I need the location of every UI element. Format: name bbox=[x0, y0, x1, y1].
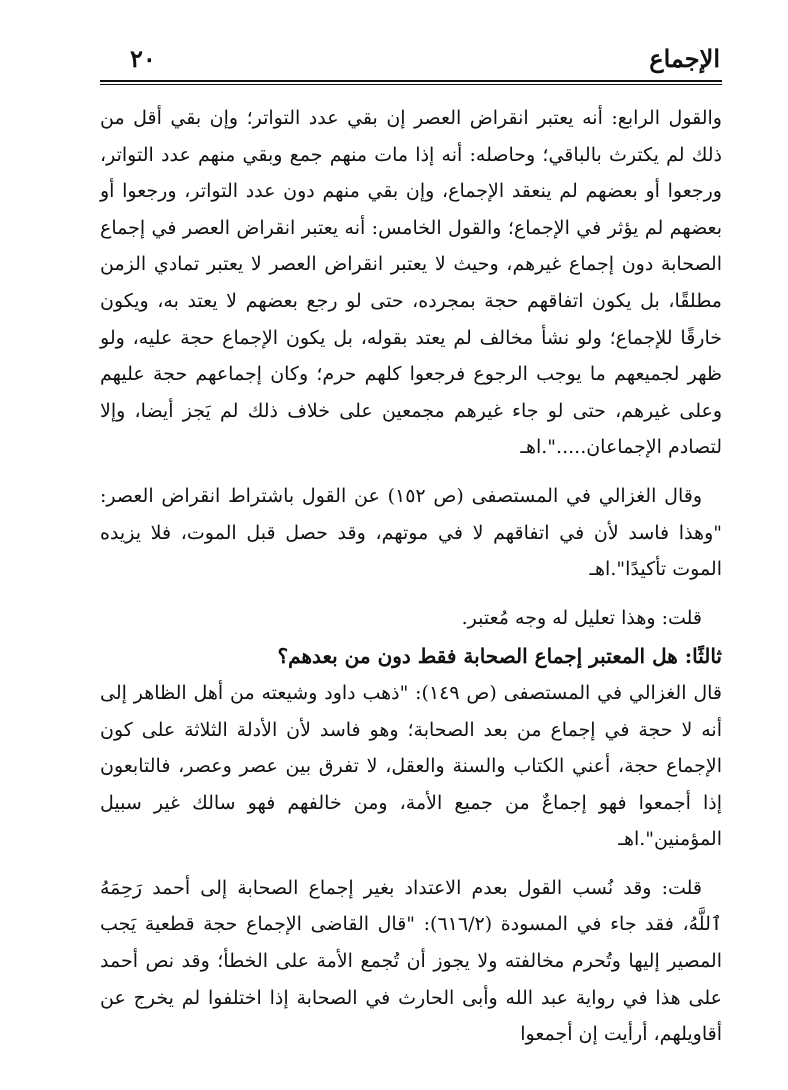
paragraph-comment-1: قلت: وهذا تعليل له وجه مُعتبر. bbox=[461, 606, 702, 629]
section-heading: ثالثًا: هل المعتبر إجماع الصحابة فقط دون من بعدهم؟ bbox=[277, 644, 722, 669]
paragraph-ghazali-quote-2: قال الغزالي في المستصفى (ص ١٤٩): "ذهب داود وشيعته من أهل الظاهر إلى أنه لا حجة في إجماع من بعد الصحابة؛ وهو فاسد لأن الأدلة الثلاثة على كون الإجماع حجة، أعني الكتاب والسنة والعقل، لا تفرق بين عصر وعصر، فالتابعون إذا أجمعوا فهو إجماعٌ من جميع الأمة، ومن خالفهم فهو سالك غير سبيل المؤمنين".اهـ bbox=[100, 681, 722, 851]
header-rule-thin bbox=[100, 84, 722, 85]
paragraph-comment-2: قلت: وقد نُسب القول بعدم الاعتداد بغير إجماع الصحابة إلى أحمد رَحِمَهُ ٱللَّهُ، فقد جاء في المسودة (٦١٦/٢): "قال القاضى الإجماع حجة قطعية يَجب المصير إليها وتُحرم مخالفته ولا يجوز أن تُجمع الأمة على الخطأ؛ وقد نص أحمد على هذا في رواية عبد الله وأبى الحارث في الصحابة إذا اختلفوا لم يخرج عن أقاويلهم، أرأيت إن أجمعوا bbox=[100, 876, 722, 1046]
paragraph-ghazali-quote-1: وقال الغزالي في المستصفى (ص ١٥٢) عن القول باشتراط انقراض العصر: "وهذا فاسد لأن في اتفاقهم لا في موتهم، وقد حصل قبل الموت، فلا يزيده الموت تأكيدًا".اهـ bbox=[100, 484, 722, 581]
paragraph-fourth-fifth-opinions: والقول الرابع: أنه يعتبر انقراض العصر إن بقي عدد التواتر؛ وإن بقي أقل من ذلك لم يكترث بالباقي؛ وحاصله: أنه إذا مات منهم جمع وبقي منهم عدد التواتر، ورجعوا أو بعضهم لم ينعقد الإجماع، وإن بقي منهم دون عدد التواتر، ورجعوا أو بعضهم لم يؤثر في الإجماع؛ والقول الخامس: أنه يعتبر انقراض العصر في إجماع الصحابة دون إجماع غيرهم، وحيث لا يعتبر انقراض العصر لا يعتبر تمادي الزمن مطلقًا، بل يكون اتفاقهم حجة بمجرده، حتى لو رجع بعضهم لا يعتد به، ويكون خارقًا للإجماع؛ ولو نشأ مخالف لم يعتد بقوله، بل يكون الإجماع حجة عليه، ولو ظهر لجميعهم ما يوجب الرجوع فرجعوا كلهم حرم؛ وكان إجماعهم حجة عليهم وعلى غيرهم، حتى لو جاء غيرهم مجمعين على خلاف ذلك لم يَجز أيضا، وإلا لتصادم الإجماعان.....".اهـ bbox=[100, 107, 722, 459]
page-header bbox=[100, 38, 722, 86]
running-title: الإجماع bbox=[649, 44, 720, 73]
body-text bbox=[100, 100, 722, 1053]
header-rule bbox=[100, 80, 722, 82]
page-number: ٢٠ bbox=[130, 44, 156, 73]
